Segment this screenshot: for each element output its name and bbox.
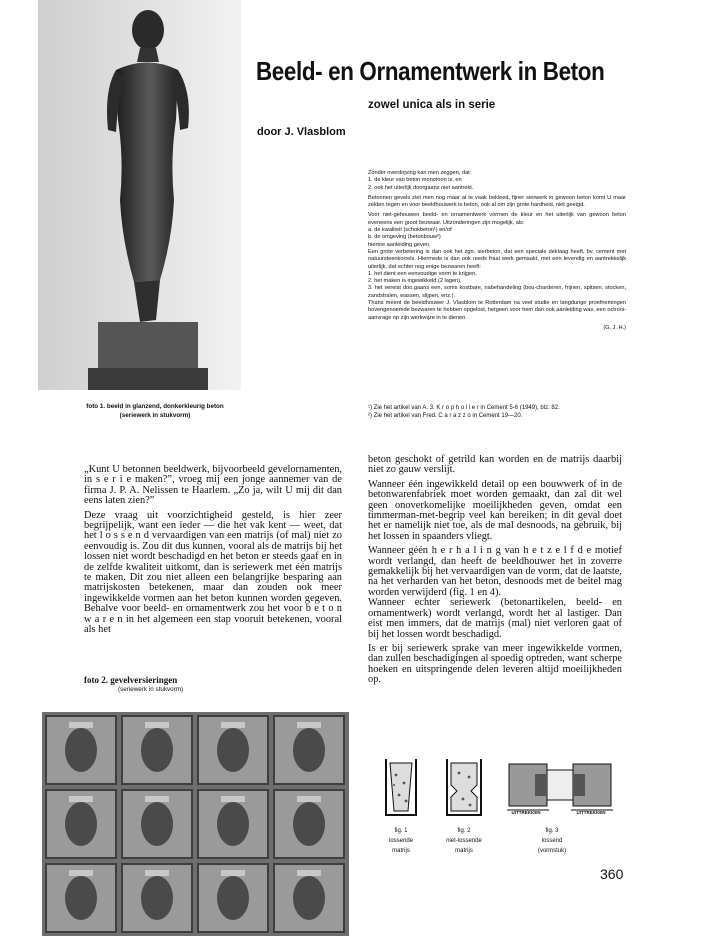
intro-paragraph xyxy=(368,170,626,192)
photo1-caption xyxy=(60,402,250,420)
intro-list-item: 2. het maken is ingewikkeld (2 lagen), xyxy=(368,278,462,285)
fig3-desc: lossend xyxy=(541,838,563,844)
fig2-caption xyxy=(431,826,497,856)
fig1-diagram xyxy=(380,755,422,820)
fig3-pull-label-right: UITTREKKEN xyxy=(576,810,606,815)
intro-signature: (G. J. H.) xyxy=(603,324,626,331)
fig2-diagram xyxy=(443,755,485,820)
article-subtitle: zowel unica als in serie xyxy=(368,99,496,111)
page-number: 360 xyxy=(600,866,624,882)
fig3-desc: (vormstuk) xyxy=(537,848,567,854)
body-paragraph: Deze vraag uit voorzichtigheid gesteld, is hier zeer begrijpelijk, want een ieder — die het vak kent — weet, dat het l o s s e n d vervaardigen van een matrijs (of mal) niet zo eenvoudig is. Zou dit dus kunnen, vooral als de matrijs bij het lossen niet wordt beschadigd en het beton er steeds gaaf en in de zelfde kwaliteit uitkomt, dan is seriewerk met één matrijs te maken. Dit zou niet alleen een belangrijke besparing aan matrijskosten betekenen, maar dan zouden ook meer ingewikkelde vormen aan het beton kunnen worden gegeven. Behalve voor beeld- en ornamentwerk zou het voor b e t o n w a r e n in het algemeen een stap vooruit betekenen, vooral als het xyxy=(84,509,342,636)
fig1-desc: matrijs xyxy=(392,848,410,854)
statue-photo xyxy=(38,0,241,390)
photo1-caption-line1: foto 1. beeld in glanzend, donkerkleurig beton xyxy=(86,403,224,410)
body-paragraph: Is er bij seriewerk sprake van meer ingewikkelde vormen, dan zullen beschadigingen al spoedig optreden, want scherpe hoeken en uitspringende delen leveren altijd moeilijkheden op. xyxy=(368,642,622,686)
photo2-caption-sub: (seriewerk in stukvorm) xyxy=(118,686,184,693)
body-paragraph: Wanneer één ingewikkeld detail op een bouwwerk of in de betonwarenfabriek moet worden gemaakt, dan zal dit wel geen onoverkomelijke moeilijkheden geven, omdat een timmerman-met-begrip veel kan bereiken; in dit geval doet het er namelijk niet toe, als de mal desnoods, na gebruik, bij het lossen in spaanders vliegt. xyxy=(368,478,622,542)
intro-list-item: 3. het vereist doo.gaans een, soms kostbare, nabehandeling (bou-charderen, frijnen, spitsen, stocken, zandstralen, wassen, slijpen, enz.). xyxy=(368,285,626,299)
intro-block xyxy=(368,170,626,332)
fig1-caption xyxy=(378,826,424,856)
photo2-caption-title: foto 2. gevelversieringen xyxy=(84,675,178,685)
intro-p2: Betonnen gevels ziet men nog maar al te vaak bekleed, fijner sierwerk in gewoon beton komt U maar zelden tegen en voor beeldhouwerk is beton, ook al om zijn grote hardheid, niet geeigd. xyxy=(368,194,626,209)
intro-list-item: 1. het dient een eenvoudige vorm te krijgen, xyxy=(368,270,477,277)
intro-list-item: b. de omgeving (betonbouw²) xyxy=(368,234,441,241)
fig1-desc: lossende xyxy=(388,838,414,844)
body-paragraph: „Kunt U betonnen beeldwerk, bijvoorbeeld gevelornamenten, in s e r i e maken?”, vroeg mij een jonge aannemer van de firma J. P. A. Nelissen te Haarlem. „Zo ja, wilt U mij dit dan eens laten zien?” xyxy=(84,464,342,507)
article-title: Beeld- en Ornamentwerk in Beton xyxy=(256,56,605,86)
fig1-label: fig. 1 xyxy=(394,828,408,834)
intro-signature-row xyxy=(368,325,626,332)
footnote: ²) Zie het artikel van Fred. C a r a z z o in Cement 19—20. xyxy=(368,413,523,419)
fig3-label: fig. 3 xyxy=(545,828,559,834)
fig2-label: fig. 2 xyxy=(457,828,471,834)
facade-ornaments-photo xyxy=(42,712,349,936)
fig3-caption xyxy=(524,826,580,856)
body-paragraph: Wanneer géén h e r h a l i n g van h e t z e l f d e motief wordt verlangd, dan heeft de beeldhouwer het in zoverre gemakkelijk bij het vervaardigen van de vorm, dat de laatste, na het verharden van het beton, desnoods met de beitel mag worden verwijderd (fig. 1 en 4). Wanneer echter seriewerk (betonartikelen, beeld- en ornamentwerk) wordt verlangd, wordt het al lastiger. Dan eist men immers, dat de matrijs (mal) niet verloren gaat of bij het lossen wordt beschadigd. xyxy=(368,545,622,640)
footnote: ¹) Zie het artikel van A. 3. K r o p h o l l e r in Cement 5-6 (1949), blz. 82. xyxy=(368,405,560,411)
intro-p3: Voor niet-gehouwen beeld- en ornamentwerk vormen de kleur en het uiterlijk van gewoon beton eveneens een groot bezwaar. Uitzonderingen zijn mogelijk, als: xyxy=(368,212,626,226)
body-column-right xyxy=(368,455,622,690)
intro-list-item: 2. ook het uiterlijk doorgaans niet aantrekt. xyxy=(368,184,474,191)
fig2-desc: niet-lossende xyxy=(446,838,482,844)
body-paragraph: beton geschokt of getrild kan worden en de matrijs daarbij niet zo gauw verslijt. xyxy=(368,454,622,476)
intro-list-item: a. de kwaliteit (schokbeton¹) en/of xyxy=(368,227,452,234)
fig3-pull-label-left: UITTREKKEN xyxy=(511,810,541,815)
body-column-left xyxy=(84,465,342,640)
intro-paragraph xyxy=(368,212,626,321)
photo1-caption-line2: (seriewerk in stukvorm) xyxy=(119,412,191,419)
intro-p4: Een grote verbetering is dan ook het zgn. sierbeton, dat een speciale deklaag heeft, bv. cement met natuursteenkorrels. Hiermede is dan ook reeds fraai werk gemaakt, met een levendig en aantrekkelijk uiterlijk, dat echter nog enige bezwaren heeft: xyxy=(368,248,626,270)
footnotes xyxy=(368,404,648,420)
intro-list-item: 1. de kleur van beton monotoon is, en xyxy=(368,177,462,184)
intro-p1: Zonder overdrijving kan men zeggen, dat: xyxy=(368,170,472,176)
article-byline: door J. Vlasblom xyxy=(257,126,346,138)
intro-p5: Thans meent de beeldhouwer J. Vlasblom te Rotterdam na veel studie en langdurige proefnemingen bovengenoemde bezwaren te hebben opgelost, hetgeen voor hem dan ook aanleiding was, een octrooi-aanvrage op zijn werkwijze in te dienen. xyxy=(368,300,626,321)
intro-p3-end: hiertoe aanleiding geven. xyxy=(368,241,431,248)
fig2-desc: matrijs xyxy=(455,848,473,854)
